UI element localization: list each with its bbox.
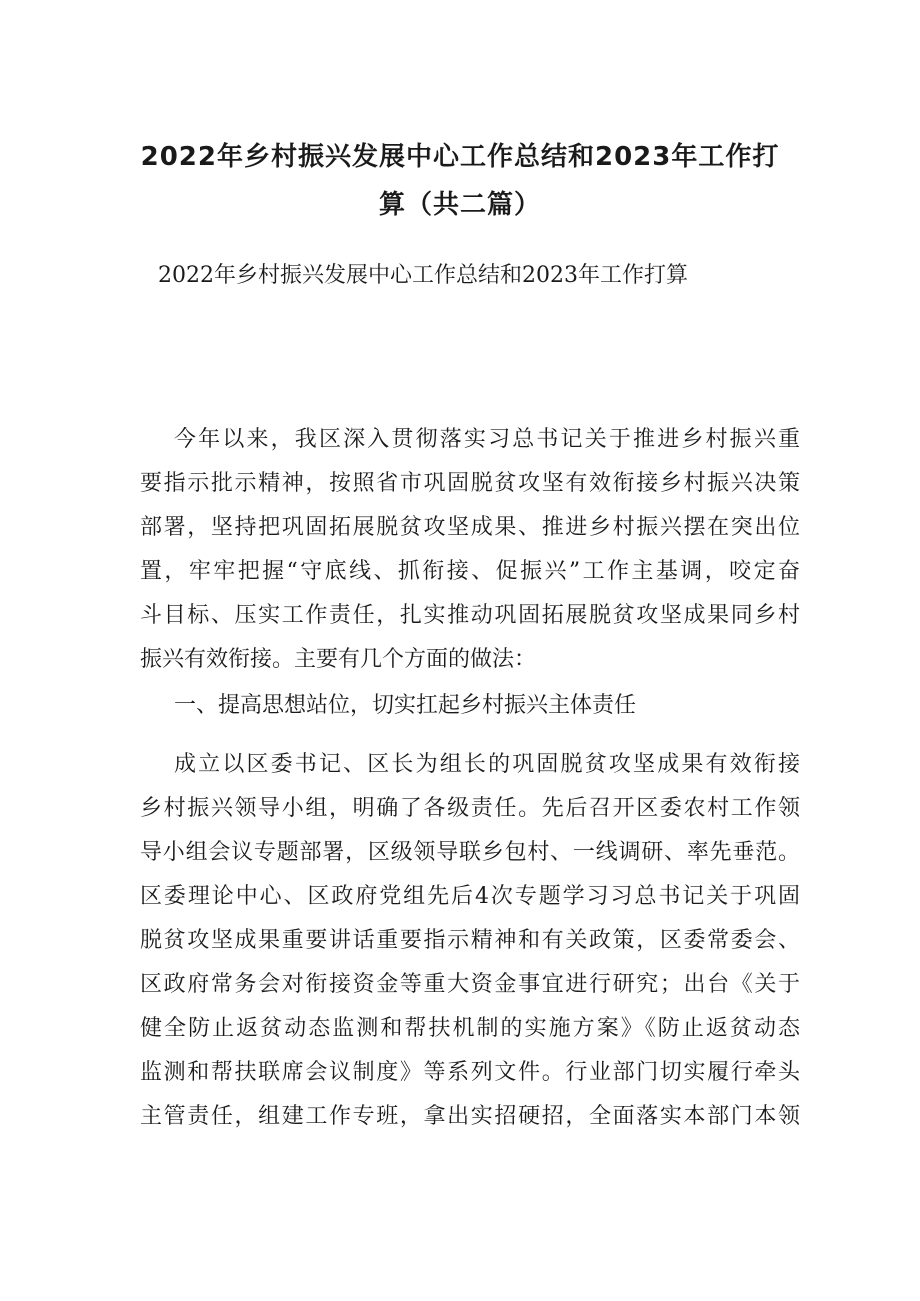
paragraph-2-line: 健全防止返贫动态监测和帮扶机制的实施方案》《防止返贫动态 [140,1016,800,1041]
paragraph-1-line: 置，牢牢把握“守底线、抓衔接、促振兴”工作主基调，咬定奋 [140,559,800,584]
paragraph-1-line: 今年以来，我区深入贯彻落实习总书记关于推进乡村振兴重 [174,427,800,452]
paragraph-1-line: 斗目标、压实工作责任，扎实推动巩固拓展脱贫攻坚成果同乡村 [140,603,800,628]
paragraph-2-line: 乡村振兴领导小组，明确了各级责任。先后召开区委农村工作领 [140,796,800,821]
paragraph-2-line: 监测和帮扶联席会议制度》等系列文件。行业部门切实履行牵头 [140,1060,800,1085]
document-title-line-2: 算（共二篇） [378,190,541,220]
paragraph-2-line: 脱贫攻坚成果重要讲话重要指示精神和有关政策，区委常委会、 [140,928,800,953]
paragraph-2-line: 成立以区委书记、区长为组长的巩固脱贫攻坚成果有效衔接 [174,752,800,777]
paragraph-1-line: 要指示批示精神，按照省市巩固脱贫攻坚有效衔接乡村振兴决策 [140,471,800,496]
document-title-line-1: 2022年乡村振兴发展中心工作总结和2023年工作打 [140,142,780,172]
paragraph-2-line: 区委理论中心、区政府党组先后4次专题学习习总书记关于巩固 [140,884,800,909]
section-1-heading: 一、提高思想站位，切实扛起乡村振兴主体责任 [174,693,637,718]
document-subtitle: 2022年乡村振兴发展中心工作总结和2023年工作打算 [158,263,688,288]
paragraph-1-line: 振兴有效衔接。主要有几个方面的做法： [140,647,537,672]
paragraph-2-line: 区政府常务会对衔接资金等重大资金事宜进行研究；出台《关于 [140,972,800,997]
paragraph-2-line: 导小组会议专题部署，区级领导联乡包村、一线调研、率先垂范。 [140,840,800,865]
paragraph-1-line: 部署，坚持把巩固拓展脱贫攻坚成果、推进乡村振兴摆在突出位 [140,515,800,540]
paragraph-2-line: 主管责任，组建工作专班，拿出实招硬招，全面落实本部门本领 [140,1104,800,1129]
